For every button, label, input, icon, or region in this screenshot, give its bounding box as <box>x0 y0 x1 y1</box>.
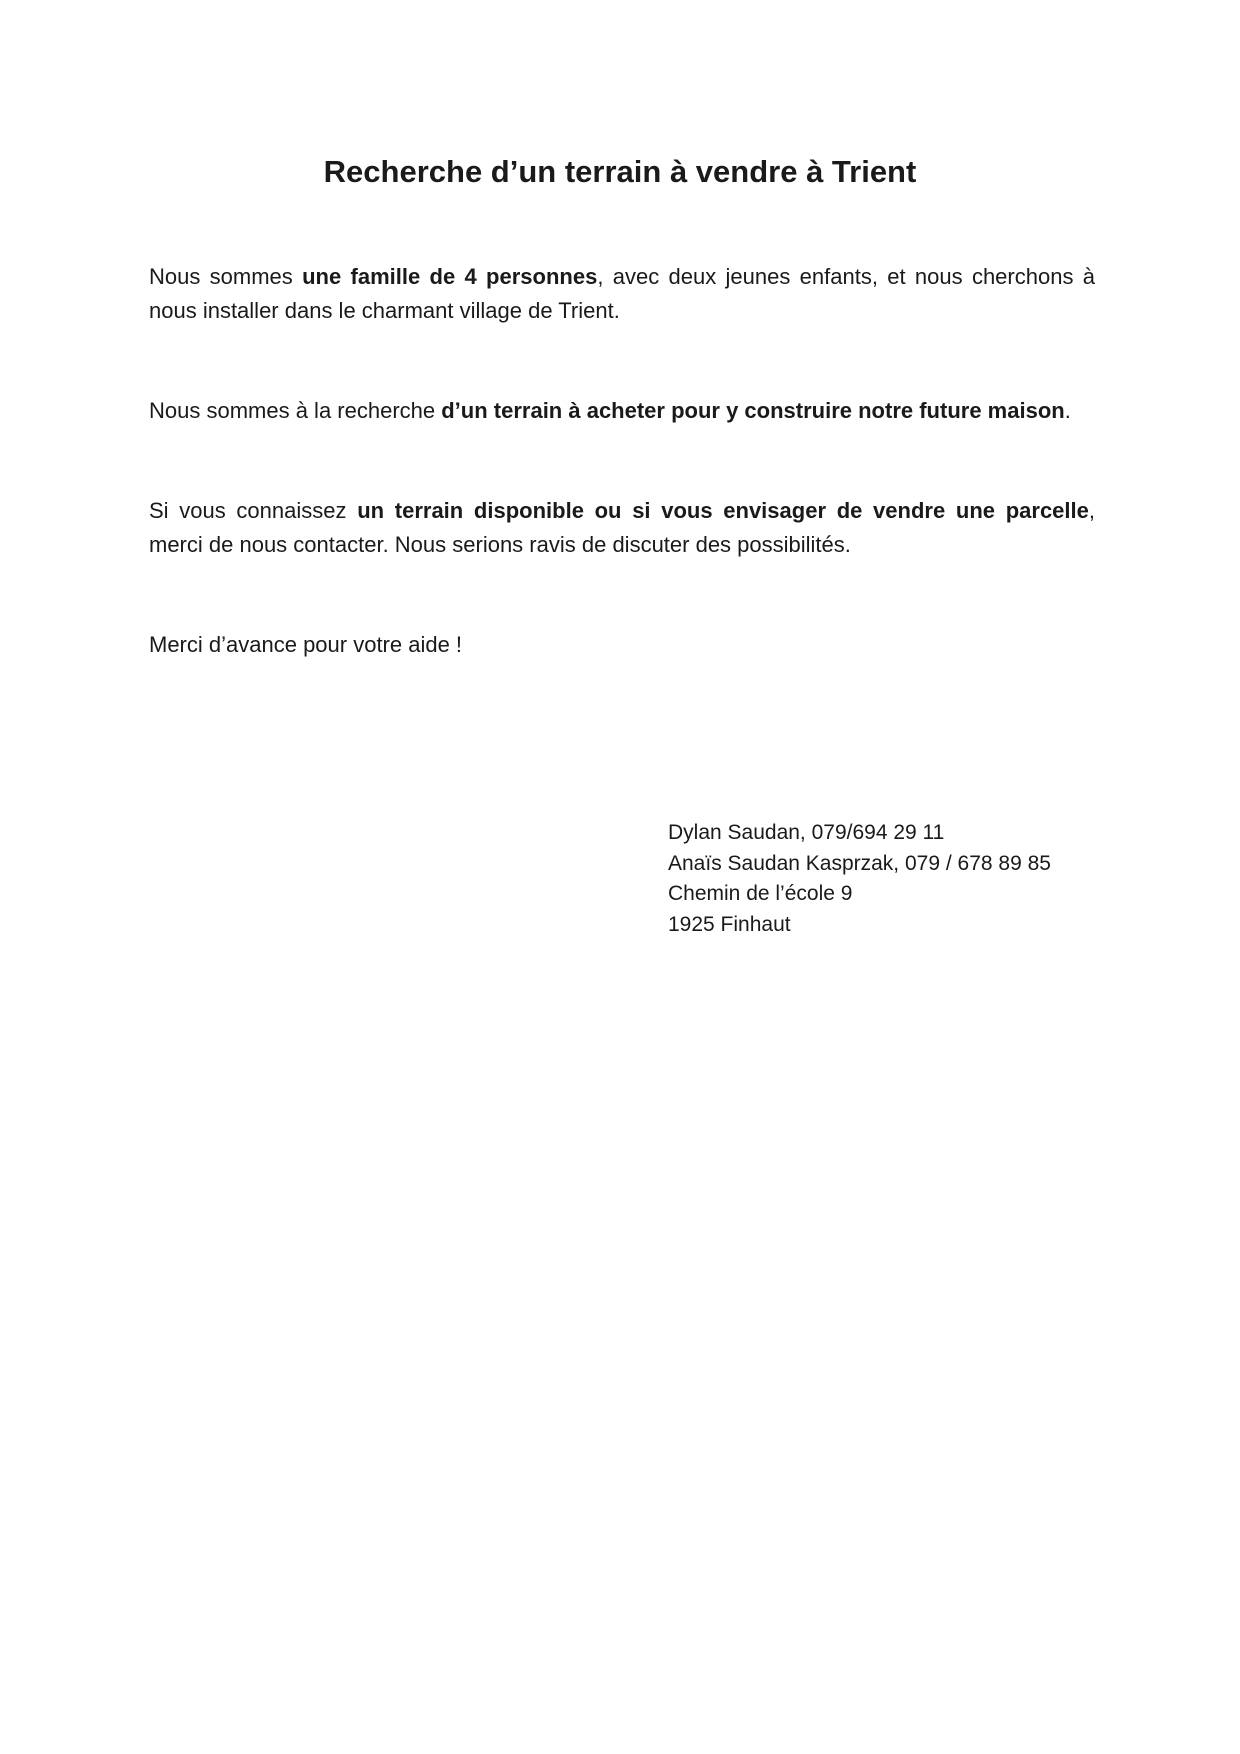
intro-text-after: , avec deux jeunes enfants, et nous cherchons à nous installer dans le charmant village de Trient. <box>149 264 1095 323</box>
search-text-bold: d’un terrain à acheter pour y construire notre future maison <box>441 398 1065 423</box>
contact-line-street: Chemin de l’école 9 <box>668 882 853 905</box>
search-paragraph <box>149 394 1095 428</box>
contact-block <box>668 818 1168 940</box>
search-text-after: . <box>1064 398 1071 423</box>
contact-line-dylan: Dylan Saudan, 079/694 29 11 <box>668 821 945 844</box>
intro-text-before: Nous sommes <box>149 264 303 289</box>
contact-request-text-after: , merci de nous contacter. Nous serions ravis de discuter des possibilités. <box>149 498 1095 557</box>
contact-request-text-before: Si vous connaissez <box>149 498 358 523</box>
intro-paragraph <box>149 260 1095 328</box>
contact-request-text-bold: un terrain disponible ou si vous envisager de vendre une parcelle <box>357 498 1089 523</box>
document-title: Recherche d’un terrain à vendre à Trient <box>323 154 917 189</box>
thanks-paragraph: Merci d’avance pour votre aide ! <box>149 632 463 657</box>
contact-line-anais: Anaïs Saudan Kasprzak, 079 / 678 89 85 <box>668 851 1051 875</box>
search-text-before: Nous sommes à la recherche <box>149 398 442 423</box>
contact-line-city: 1925 Finhaut <box>668 912 791 936</box>
intro-text-bold: une famille de 4 personnes <box>302 264 598 289</box>
contact-request-paragraph <box>149 494 1095 562</box>
